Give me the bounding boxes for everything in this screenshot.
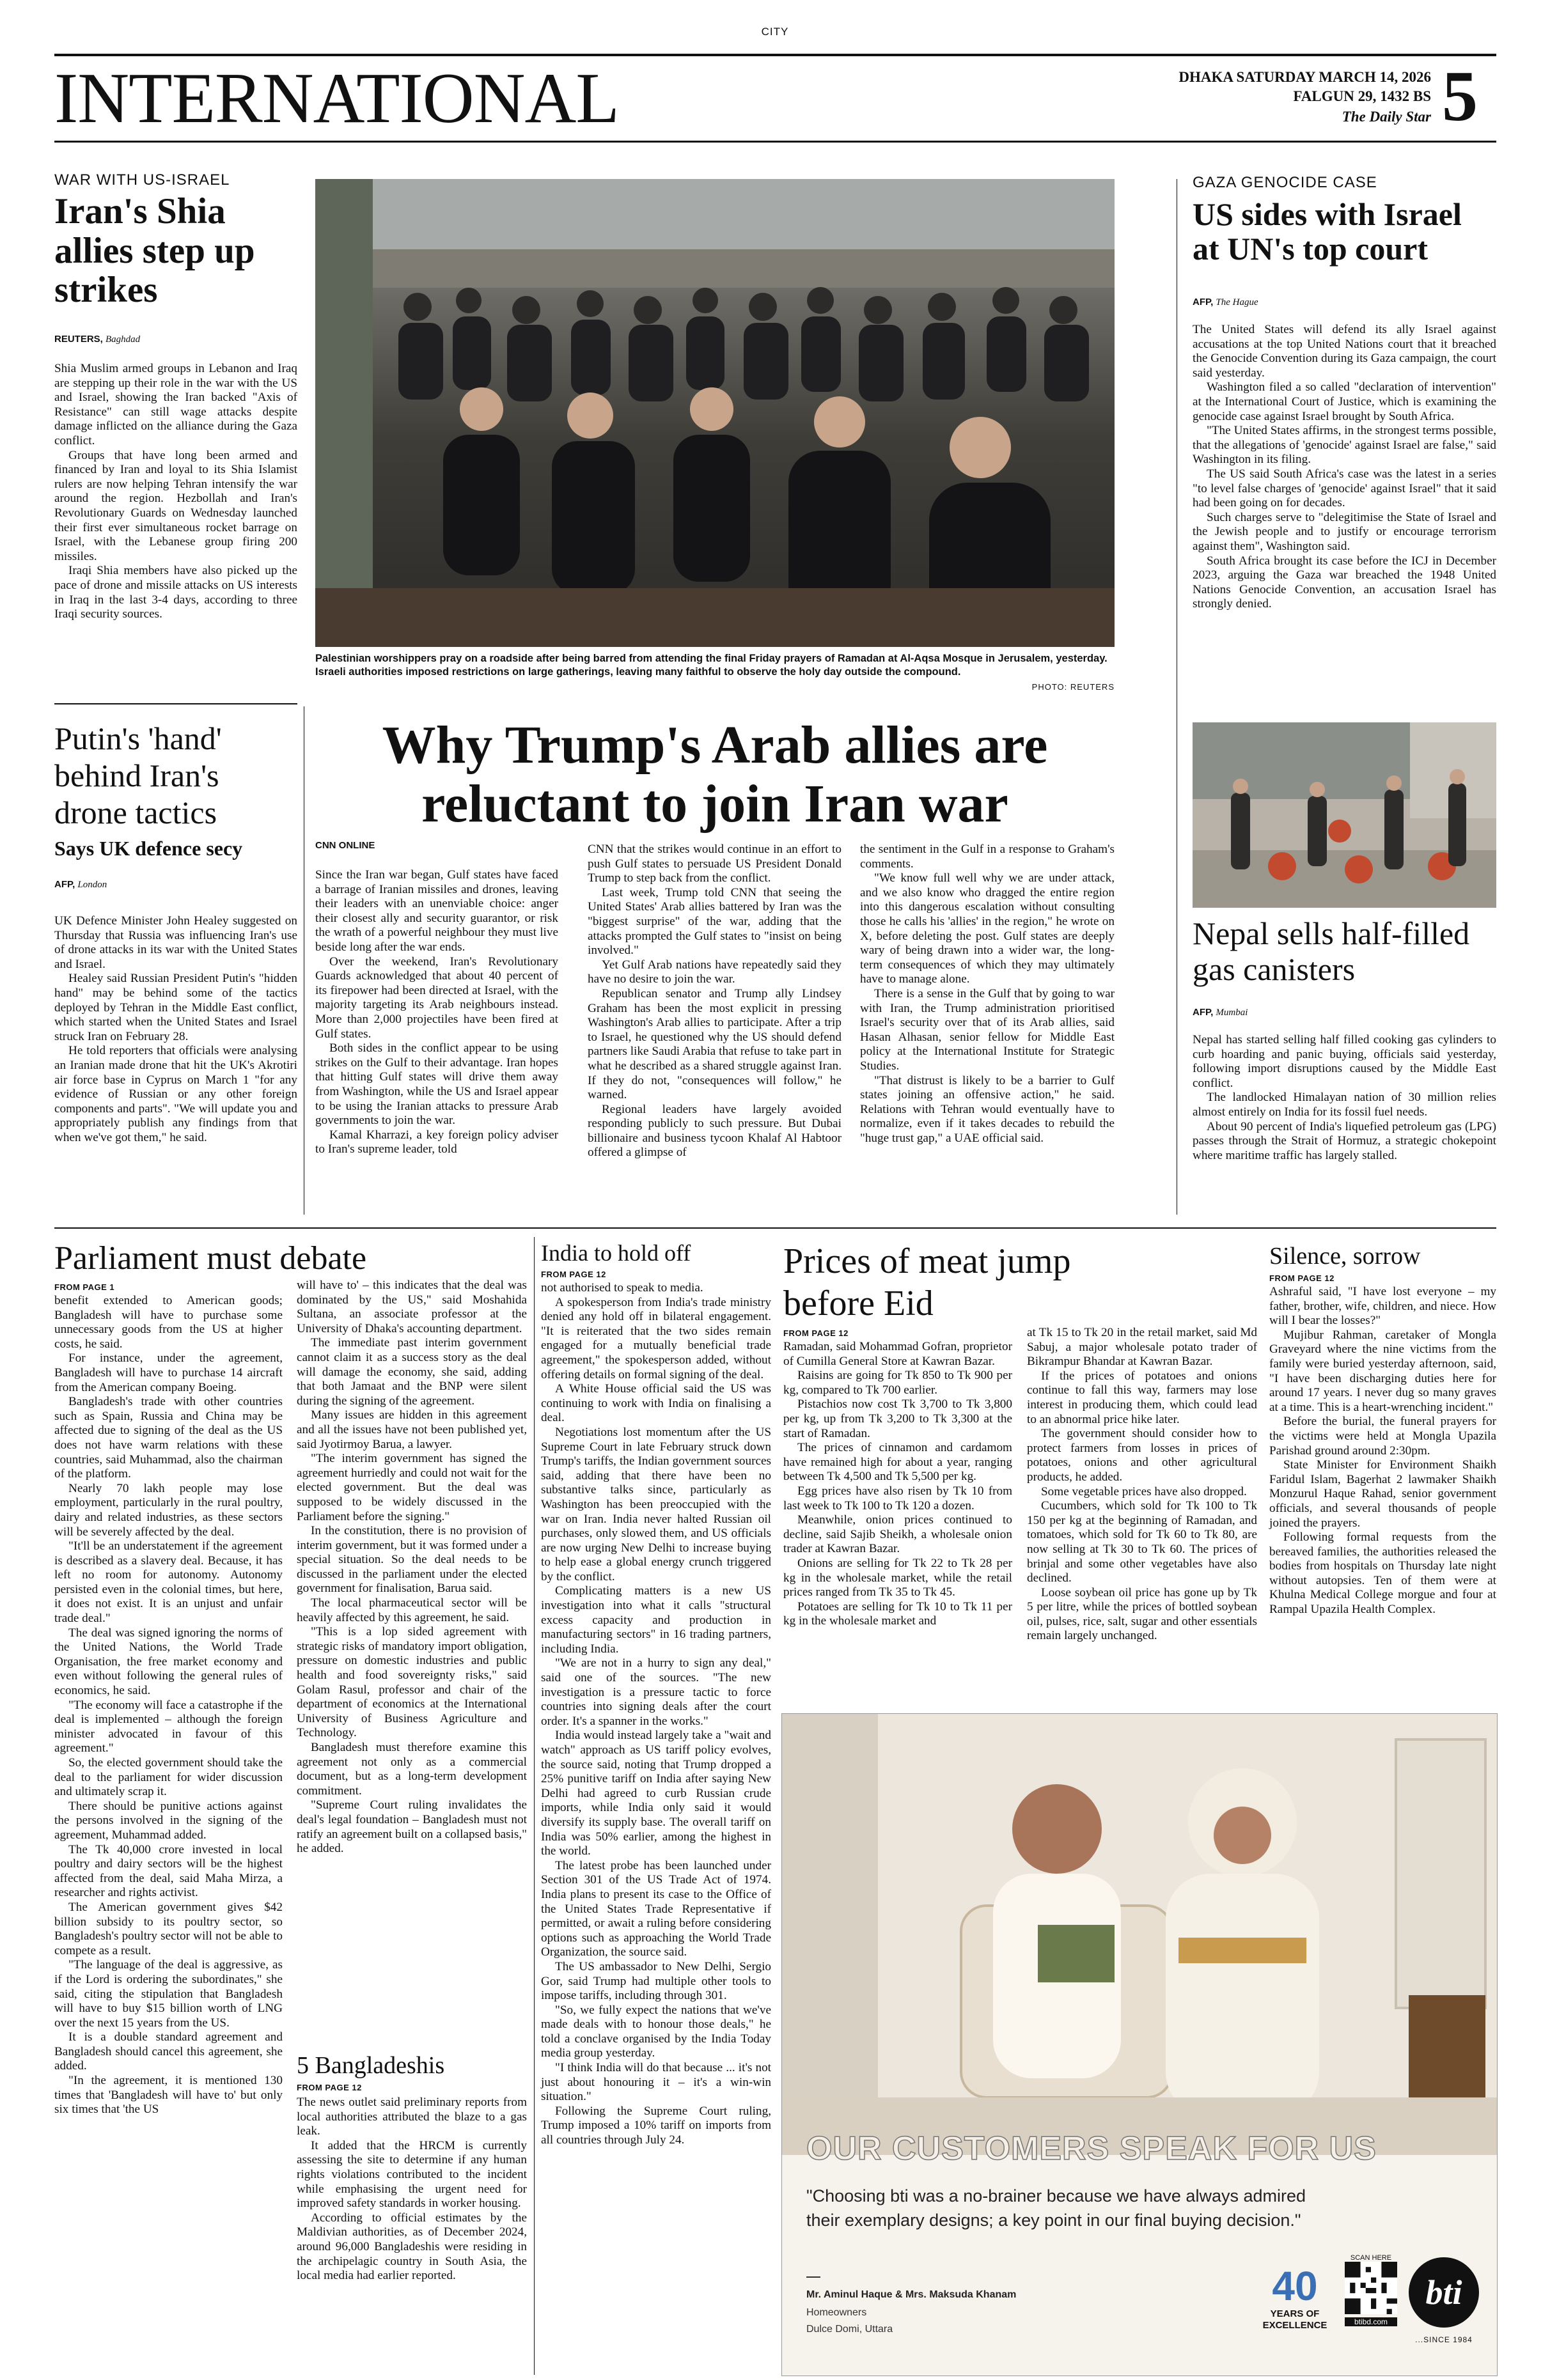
bti-advertisement[interactable] (781, 1713, 1498, 2376)
parliament-col-1: benefit extended to American goods; Bangladesh will have to purchase some unnecessary goods from the US at higher costs, he said. For instance, under the agreement, Bangladesh will have to purchase 14 aircraft from the American company Boeing. Bangladesh's trade with other countries such as Spain, Russia and China may be affected due to signing of the deal as the US does not have warm relations with these countries, said Muhammad, also the chairman of the platform. Nearly 70 lakh people may lose employment, particularly in the rural poultry, dairy and related industries, as these sectors will be severely affected by the deal. "It'll be an understatement if the agreement is described as a slavery deal. Because, it has left no room for autonomy. Autonomy persisted even in the colonial times, but here, it does not exist. It is an unjust and unfair trade deal." The deal was signed ignoring the norms of the United Nations, the World Trade Organisation, the free market economy and even without following the general rules of economics, he said. "The economy will face a catastrophe if the deal is implemented – although the foreign minister advocated in favour of this agreement." So, the elected government should take the deal to the parliament for wider discussion and ultimately scrap it. There should be punitive actions against the persons involved in the signing of the agreement, Muhammad added. The Tk 40,000 crore invested in local poultry and dairy sectors will be the highest affected from the deal, said Maha Mirza, a researcher and rights activist. The American government gives $42 billion subsidy to its poultry sector, so Bangladesh's poultry sector will not be able to compete as a result. "The language of the deal is aggressive, as if the Lord is ordering the subordinates," she said, citing the stipulation that Bangladesh will have to buy $15 billion worth of LNG over the next 15 years from the US. It is a double standard agreement and Bangladesh should cancel this agreement, she added. "In the agreement, it is mentioned 130 times that 'Bangladesh will have to' but only six times that 'the US (54, 1294, 283, 2117)
us-israel-kicker: GAZA GENOCIDE CASE (1193, 174, 1377, 191)
main-photo-caption: Palestinian worshippers pray on a roadside after being barred from attending the final Friday prayers of Ramadan at Al-Aqsa Mosque in Jerusalem, yesterday. Israeli authorities imposed restrictions on large gatherings, leaving many faithful to observe the holy day outside the compound. (315, 653, 1108, 678)
putin-byline: AFP, London (54, 879, 107, 890)
ad-customer-location: Dulce Domi, Uttara (806, 2324, 893, 2335)
date-line: DHAKA SATURDAY MARCH 14, 2026 (1178, 69, 1431, 85)
ad-customer-role: Homeowners (806, 2307, 867, 2318)
silence-headline: Silence, sorrow (1269, 1243, 1421, 1270)
silence-body: Ashraful said, "I have lost everyone – my father, brother, wife, children, and niece. How will I bear the losses?" Mujibur Rahman, caretaker of Mongla Graveyard where the nine victims from the family were buried yesterday afternoon, said, "I have been discharging duties here for around 17 years. I never dug so many graves at a time. This is a heart-wrenching incident." Before the burial, the funeral prayers for the victims were held at Mongla Upazila Parishad ground around 2:30pm. State Minister for Environment Shaikh Faridul Islam, Bagerhat 2 lawmaker Shaikh Monzurul Haque Rahad, senior government officials, and several thousands of people joined the prayers. Following formal requests from the bereaved families, the authorities released the bodies from hospitals on Thursday late night without autopsies. Ten of them were at Khulna Medical College morgue and four at Rampal Upazila Health Complex. (1269, 1285, 1496, 1617)
bangladeshis-frompage: FROM PAGE 12 (297, 2083, 362, 2092)
ad-website[interactable]: btibd.com (1345, 2317, 1397, 2326)
putin-body: UK Defence Minister John Healey suggested on Thursday that Russia was influencing Iran's use of drone attacks in its war with the United States and Israel. Healey said Russian President Putin's "hidden hand" may be behind some of the tactics deployed by Tehran in the Middle East conflict, which started when the United States and Israel struck Iran on February 28. He told reporters that officials were analysing an Iranian made drone that hit the UK's Akrotiri air force base in Cyprus on March 1 "for any evidence of Russian or any other foreign components and parts". "We will update you and appropriately publish any findings from that when we've got them," he said. (54, 914, 297, 1144)
ad-quote: "Choosing bti was a no-brainer because we have always admired their exemplary designs; a key point in our final buying decision." (806, 2186, 1306, 2230)
meat-col-2: at Tk 15 to Tk 20 in the retail market, said Md Sabuj, a major wholesale potato trader of Bikrampur Bhandar at Kawran Bazar. If the prices of potatoes and onions continue to fall this way, farmers may lose interest in producing them, which could lead to an abnormal price hike later. The government should consider how to protect farmers from losses in prices of potatoes, onions and other agricultural products, he added. Some vegetable prices have also dropped. Cucumbers, which sold for Tk 100 to Tk 150 per kg at the beginning of Ramadan, and tomatoes, which sold for Tk 60 to Tk 80, are now selling at Tk 30 to Tk 60. The prices of brinjal and some other vegetables have also declined. Loose soybean oil price has gone up by Tk 5 per litre, while the prices of bottled soybean oil, pulses, rice, salt, sugar and other essentials remain largely unchanged. (1027, 1326, 1257, 1643)
masthead-top-rule (54, 54, 1496, 56)
meat-col-1: Ramadan, said Mohammad Gofran, proprietor of Cumilla General Store at Kawran Bazar. Raisins are going for Tk 850 to Tk 900 per kg, compared to Tk 700 earlier. Pistachios now cost Tk 3,700 to Tk 3,800 per kg, up from Tk 3,200 to Tk 3,300 at the start of Ramadan. The prices of cinnamon and cardamom have remained high for about a year, ranging between Tk 4,500 and Tk 5,500 per kg. Egg prices have also risen by Tk 10 from last week to Tk 100 to Tk 120 a dozen. Meanwhile, onion prices continued to decline, said Sajib Sheikh, a wholesale onion trader at Kawran Bazar. Onions are selling for Tk 22 to Tk 28 per kg in the wholesale market, while the retail prices ranged from Tk 35 to Tk 45. Potatoes are selling for Tk 10 to Tk 11 per kg in the wholesale market and (783, 1340, 1012, 1628)
us-israel-body: The United States will defend its ally Israel against accusations at the top United Nations court that it breached the Genocide Convention during its Gaza campaign, the court said yesterday. Washington filed a so called "declaration of intervention" at the International Court of Justice, which is examining the genocide case against Israel brought by South Africa. "The United States affirms, in the strongest terms possible, that the allegations of 'genocide' against Israel are false," said Washington in its filing. The US said South Africa's case was the latest in a series "to level false charges of 'genocide' against Israel" that it said had been going on for decades. Such charges serve to "delegitimise the State of Israel and the Jewish people and to justify or encourage terrorism against them", Washington said. South Africa brought its case before the ICJ in December 2023, arguing the Gaza war breached the 1948 United Nations Genocide Convention, an accusation Israel has strongly denied. (1193, 323, 1496, 611)
ad-customer-names: Mr. Aminul Haque & Mrs. Maksuda Khanam (806, 2289, 1017, 2300)
bti-logo-text: bti (1425, 2273, 1462, 2312)
parliament-headline: Parliament must debate (54, 1240, 367, 1277)
main-photo-worshippers (315, 179, 1115, 647)
section-label: CITY (761, 26, 789, 38)
divider (54, 703, 297, 704)
trump-col-3: the sentiment in the Gulf in a response to Graham's comments. "We know full well why we are under attack, and we also know who dragged the entire region into this dangerous escalation without consulting those he calls his 'allies' in the region," he wrote on X, before deleting the post. Gulf states are deeply wary of being drawn into a wider war, the long-term consequences of which they may ultimately have to manage alone. There is a sense in the Gulf that by going to war with Iran, the Trump administration prioritised Israel's security over that of its Arab allies, said Hasan Alhasan, senior fellow for Middle East policy at the International Institute for Strategic Studies. "That distrust is likely to be a barrier to Gulf states joining an offensive action," he said. Relations with Tehran would eventually have to normalize, even if it takes decades to rebuild the "huge trust gap," a UAE official said. (860, 843, 1115, 1145)
bti-logo (1409, 2257, 1479, 2328)
ad-tagline: OUR CUSTOMERS SPEAK FOR US (806, 2130, 1377, 2167)
parliament-col-2: will have to' – this indicates that the deal was dominated by the US," said Moshahida Sultana, an associate professor at the University of Dhaka's accounting department. The immediate past interim government cannot claim it as a success story as the deal will damage the economy, she said, adding that both Jamaat and the BNP were silent during the signing of the agreement. Many issues are hidden in this agreement and all the issues have not been published yet, said Jyotirmoy Barua, a lawyer. "The interim government has signed the agreement hurriedly and could not wait for the elected government. But the deal was supposed to be widely discussed in the Parliament before the signing." In the constitution, there is no provision of interim government, but it was formed under a special situation. So the deal needs to be discussed in the parliament under the elected government for finalisation, Barua said. The local pharmaceutical sector will be heavily affected by this agreement, he said. "This is a lop sided agreement with strategic risks of mandatory import obligation, pressure on domestic industries and public health and food sovereignty risks," said Golam Rasul, professor and chair of the department of economics at the International University of Business Agriculture and Technology. Bangladesh must therefore examine this agreement not only as a commercial document, but as a long-term development commitment. "Supreme Court ruling invalidates the deal's legal foundation – Bangladesh must not ratify an agreement built on a collapsed basis," he added. (297, 1279, 527, 1856)
parliament-frompage: FROM PAGE 1 (54, 1282, 115, 1292)
trump-byline: CNN ONLINE (315, 840, 375, 851)
anniversary-number: 40 (1272, 2263, 1318, 2309)
meat-frompage: FROM PAGE 12 (783, 1328, 849, 1338)
silence-frompage: FROM PAGE 12 (1269, 1273, 1335, 1283)
trump-col-2: CNN that the strikes would continue in an effort to push Gulf states to persuade US President Donald Trump to step back from the conflict. Last week, Trump told CNN that seeing the United States' Arab allies battered by Iran was the "biggest surprise" of the war, adding that the attacks prompted the Gulf states to "insist on being involved." Yet Gulf Arab nations have repeatedly said they have no desire to join the war. Republican senator and Trump ally Lindsey Graham has been the most explicit in pressing Washington's Arab allies to participate. After a trip to Israel, he questioned why the US should defend partners like Saudi Arabia that refuse to take part in what he described as a shared struggle against Iran. If they do not, "consequences will follow," he warned. Regional leaders have largely avoided responding publicly to such pressure. But Dubai billionaire and business tycoon Khalaf Al Habtoor offered a glimpse of (588, 843, 842, 1160)
india-headline: India to hold off (541, 1240, 691, 1266)
ad-photo-couple (782, 1714, 1497, 2155)
bangla-date: FALGUN 29, 1432 BS (1293, 88, 1431, 104)
bangladeshis-body: The news outlet said preliminary reports from local authorities attributed the blaze to a gas leak. It added that the HRCM is currently assessing the site to determine if any human rights violations contributed to the incident while emphasising the urgent need for improved safety standards in worker housing. According to official estimates by the Maldivian authorities, as of December 2024, around 96,000 Bangladeshis were residing in the archipelagic country in South Asia, the local media had earlier reported. (297, 2096, 527, 2283)
ad-since: ...SINCE 1984 (1415, 2335, 1473, 2344)
page-number: 5 (1442, 57, 1478, 136)
putin-headline: Putin's 'hand' behind Iran's drone tactics (54, 720, 222, 830)
bangladeshis-headline: 5 Bangladeshis (297, 2052, 445, 2079)
trump-headline: Why Trump's Arab allies are reluctant to join Iran war (382, 715, 1048, 834)
qr-code-block[interactable] (1345, 2254, 1397, 2326)
lower-section-rule (54, 1227, 1496, 1229)
nepal-photo-illustration (1193, 722, 1496, 908)
india-frompage: FROM PAGE 12 (541, 1270, 606, 1279)
trump-col-1: Since the Iran war began, Gulf states have faced a barrage of Iranian missiles and drones, leaving their leaders with an unenviable choice: anger their closest ally and security guarantor, or risk the wrath of a powerful neighbour they must live beside long after the war ends. Over the weekend, Iran's Revolutionary Guards acknowledged that about 40 percent of its firepower had been directed at Israel, with the majority targeting its Arab neighbours instead. More than 2,000 projectiles have been fired at Gulf states. Both sides in the conflict appear to be using strikes on the Gulf to their advantage. Iran hopes that hitting Gulf states will drive them away from Washington, while the US and Israel appear to be using the Iranian attacks to pressure Arab governments to join the war. Kamal Kharrazi, a key foreign policy adviser to Iran's supreme leader, told (315, 868, 558, 1156)
paper-logo: The Daily Star (1342, 109, 1431, 125)
iran-shia-body: Shia Muslim armed groups in Lebanon and Iraq are stepping up their role in the war with the US and Israel, showing the Iran backed "Axis of Resistance" can still wage attacks despite damage inflicted on the alliance during the Gaza conflict. Groups that have long been armed and financed by Iran and loyal to its Shia Islamist rulers are now helping Tehran intensify the war around the region. Hezbollah and Iran's Revolutionary Guards on Wednesday launched their first ever simultaneous rocket barrage on Israel, with the Lebanese group firing 200 missiles. Iraqi Shia members have also picked up the pace of drone and missile attacks on US interests in Iraq in the last 3-4 days, according to three Iraqi security sources. (54, 362, 297, 621)
masthead-bottom-rule (54, 141, 1496, 143)
india-left-rule (534, 1237, 535, 2375)
india-body: not authorised to speak to media. A spokesperson from India's trade ministry denied any hold off in bilateral engagement. "It is reiterated that the two sides remain engaged for a mutually beneficial trade agreement," the spokesperson added, without offering details on formal signing of the deal. A White House official said the US was continuing to work with India on finalising a deal. Negotiations lost momentum after the US Supreme Court in late February struck down Trump's tariffs, the Indian government sources said, adding that there have been no substantive talks since, particularly as Washington has been preoccupied with the war on Iran. India never halted Russian oil purchases, only slowed them, and US officials are now urging New Delhi to increase buying to help ease a global energy crunch triggered by the conflict. Complicating matters is a new US investigation into what it calls "structural excess capacity and production in manufacturing sectors" in 16 trading partners, including India. "We are not in a hurry to sign any deal," said one of the sources. "The new investigation is a pressure tactic to force countries into signing deals after the court order. It's a spanner in the works." India would instead largely take a "wait and watch" approach as US tariff policy evolves, the source said, noting that Trump dropped a 25% punitive tariff on India after saying New Delhi had agreed to curb Russian crude imports, while India only said it would diversify its supply base. The overall tariff on India was 50% earlier, among the highest in the world. The latest probe has been launched under Section 301 of the US Trade Act of 1974. India plans to present its case to the Office of the United States Trade Representative if permitted, or await a ruling before considering options such as approaching the World Trade Organization, the source said. The US ambassador to New Delhi, Sergio Gor, said Trump had multiple other tools to impose tariffs, including through 301. "So, we fully expect the nations that we've made deals with to honour those deals," he told a conclave organised by the India Today media group yesterday. "I think India will do that because ... it's not just about honouring it – it's a win-win situation." Following the Supreme Court ruling, Trump imposed a 10% tariff on imports from all countries through July 24. (541, 1281, 771, 2147)
qr-code-icon[interactable] (1345, 2262, 1397, 2314)
putin-subhead: Says UK defence secy (54, 837, 243, 860)
iran-shia-headline: Iran's Shia allies step up strikes (54, 191, 255, 311)
ad-divider (806, 2276, 820, 2278)
nepal-byline: AFP, Mumbai (1193, 1007, 1248, 1018)
anniversary-badge (1256, 2264, 1333, 2331)
nepal-headline: Nepal sells half-filled gas canisters (1193, 915, 1470, 987)
scan-label: SCAN HERE (1350, 2254, 1392, 2262)
meat-headline: Prices of meat jump before Eid (783, 1241, 1071, 1323)
iran-shia-byline: REUTERS, Baghdad (54, 334, 141, 345)
nepal-body: Nepal has started selling half filled cooking gas cylinders to curb hoarding and panic buying, officials said yesterday, following import disruptions caused by the Middle East conflict. The landlocked Himalayan nation of 30 million relies almost entirely on India for its fossil fuel needs. About 90 percent of India's liquefied petroleum gas (LPG) passes through the Strait of Hormuz, a strategic chokepoint where maritime traffic has largely stalled. (1193, 1033, 1496, 1162)
us-israel-headline: US sides with Israel at UN's top court (1193, 196, 1462, 267)
us-israel-byline: AFP, The Hague (1193, 297, 1258, 307)
page-title: INTERNATIONAL (54, 59, 619, 138)
iran-shia-kicker: WAR WITH US-ISRAEL (54, 171, 230, 189)
main-photo-credit: PHOTO: REUTERS (1031, 682, 1115, 692)
photo-illustration (315, 179, 1115, 647)
anniversary-text: YEARS OF EXCELLENCE (1262, 2308, 1327, 2331)
nepal-gas-photo (1193, 722, 1496, 908)
